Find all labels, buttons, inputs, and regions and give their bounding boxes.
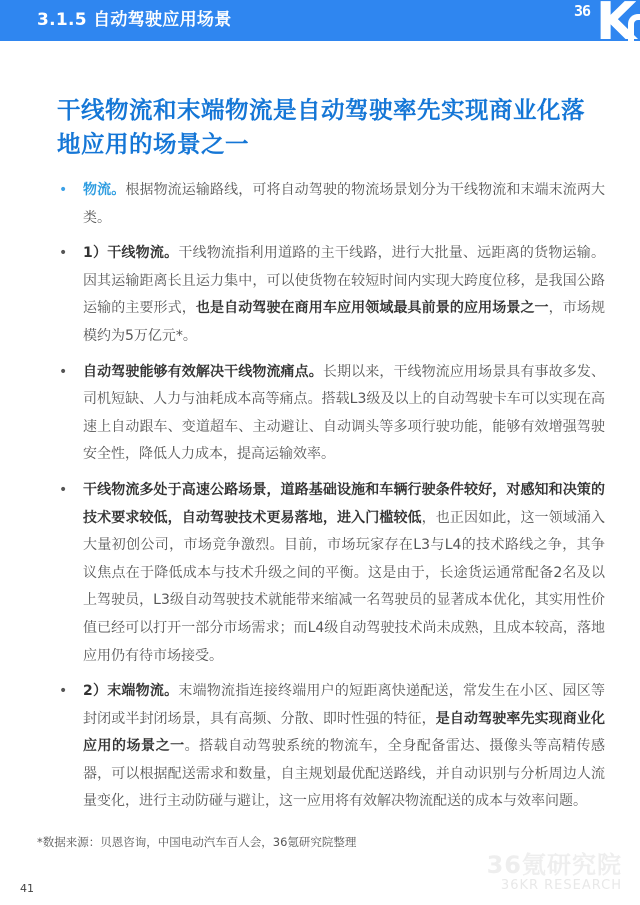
36kr-logo bbox=[560, 0, 640, 56]
bullet-lead: 物流。 bbox=[83, 182, 126, 198]
watermark-en: 36KR RESEARCH bbox=[500, 878, 622, 893]
bullet-text: 根据物流运输路线，可将自动驾驶的物流场景划分为干线物流和末端末流两大类。 bbox=[83, 182, 606, 226]
bullet-lead: 干线物流多处于高速公路场景，道路基础设施和车辆行驶条件较好，对感知和决策的技术要求较低，自动驾驶技术更易落地，进入门槛较低 bbox=[83, 481, 605, 526]
section-header-bar bbox=[0, 0, 640, 52]
logo-r-shape-icon bbox=[628, 14, 640, 44]
bullet-lead: 1）干线物流。 bbox=[83, 245, 179, 262]
bullet-text-end: 。搭载自动驾驶系统的物流车，全身配备雷达、摄像头等高精传感器，可以根据配送需求和数量，自主规划最优配送路线，并自动识别与分析周边人流量变化，进行主动防碰与避让，这一应用将有效解决物流配送的成本与效率问题。 bbox=[83, 738, 606, 810]
page-headline: 干线物流和末端物流是自动驾驶率先实现商业化落地应用的场景之一 bbox=[57, 96, 585, 158]
bullet-dot-icon: • bbox=[59, 182, 68, 198]
bullet-dot-icon: • bbox=[59, 481, 68, 498]
logo-letter: K bbox=[596, 0, 637, 52]
bullet-text: ，也正因如此，这一领域涌入大量初创公司，市场竞争激烈。目前，市场玩家存在L3与L4的技术路线之争，其争议焦点在于降低成本与技术升级之间的平衡。这是由于，长途货运通常配备2名及以上驾驶员，L3级自动驾驶技术就能带来缩减一名驾驶员的显著成本优化，其实用性价值已经可以打开一部分市场需求；而L4级自动驾驶技术尚未成熟，且成本较高，落地应用仍有待市场接受。 bbox=[83, 509, 606, 664]
logo-number: 36 bbox=[574, 2, 591, 20]
bullet-text: 干线物流指利用道路的主干线路，进行大批量、远距离的货物运输。因其运输距离长且运力集中，可以使货物在较短时间内实现大跨度位移，是我国公路运输的主要形式， bbox=[83, 245, 606, 317]
bullet-list bbox=[57, 177, 605, 824]
bullet-dot-icon: • bbox=[59, 683, 68, 700]
bullet-logistics bbox=[57, 177, 605, 232]
bullet-emphasis: 也是自动驾驶在商用车应用领域最具前景的应用场景之一 bbox=[195, 300, 549, 317]
bullet-trunk-logistics bbox=[57, 240, 605, 350]
bullet-pain-points bbox=[57, 359, 605, 469]
watermark-cn: 36氪研究院 bbox=[486, 851, 622, 879]
bullet-dot-icon: • bbox=[59, 363, 68, 380]
page-number: 41 bbox=[20, 882, 34, 895]
bullet-emphasis: 是自动驾驶率先实现商业化应用的场景之一 bbox=[83, 710, 606, 755]
bullet-dot-icon: • bbox=[59, 245, 68, 262]
bullet-text: 长期以来，干线物流应用场景具有事故多发、司机短缺、人力与油耗成本高等痛点。搭载L3级及以上的自动驾驶卡车可以实现在高速上自动跟车、变道超车、主动避让、自动调头等多项行驶功能，能够有效增强驾驶安全性，降低人力成本，提高运输效率。 bbox=[83, 363, 606, 463]
section-title: 3.1.5 自动驾驶应用场景 bbox=[37, 10, 232, 30]
36kr-research-watermark bbox=[487, 852, 622, 894]
bullet-text-end: ，市场规模约为5万亿元*。 bbox=[83, 300, 606, 344]
bullet-lead: 2）末端物流。 bbox=[83, 683, 179, 700]
bullet-highway-scenario bbox=[57, 477, 605, 670]
bullet-text: 末端物流指连接终端用户的短距离快递配送，常发生在小区、园区等封闭或半封闭场景，具有高频、分散、即时性强的特征， bbox=[83, 683, 606, 727]
bullet-last-mile-logistics bbox=[57, 678, 605, 816]
data-source-footnote: *数据来源：贝恩咨询，中国电动汽车百人会，36氪研究院整理 bbox=[37, 835, 357, 849]
bullet-lead: 自动驾驶能够有效解决干线物流痛点。 bbox=[83, 363, 323, 380]
